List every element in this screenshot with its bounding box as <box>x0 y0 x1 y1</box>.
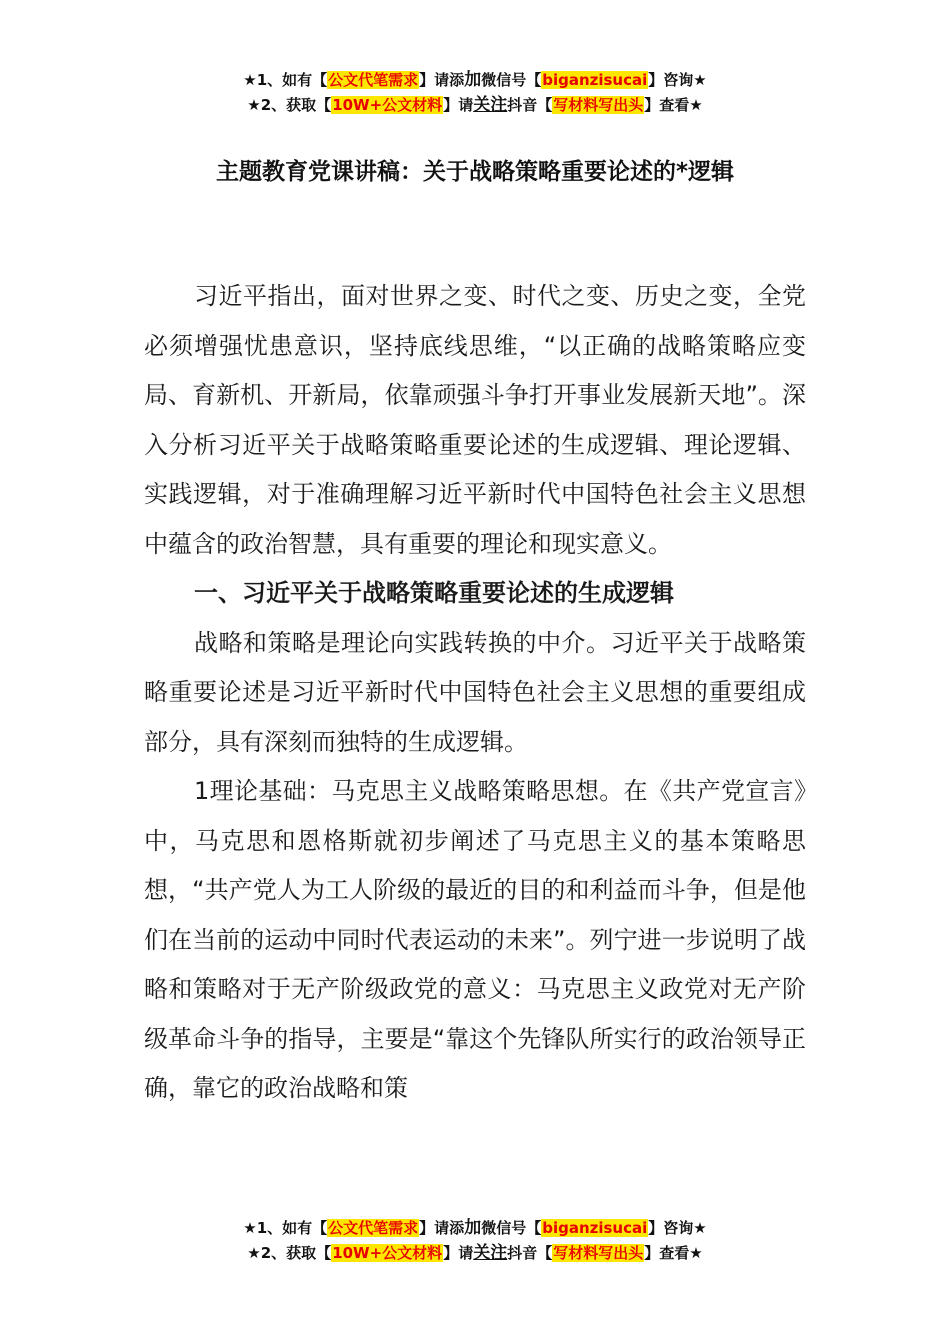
banner-highlight: 写材料写出头 <box>553 96 644 114</box>
banner-text: 】查看★ <box>644 96 703 114</box>
banner-text: 】咨询★ <box>648 71 707 89</box>
banner-text: 抖音【 <box>507 96 553 114</box>
banner-highlight: biganzisucai <box>542 1219 648 1237</box>
paragraph-theory-basis: 1理论基础：马克思主义战略策略思想。在《共产党宣言》中，马克思和恩格斯就初步阐述了马克思主义的基本策略思想，“共产党人为工人阶级的最近的目的和利益而斗争，但是他们在当前的运动中同时代表运动的未来”。列宁进一步说明了战略和策略对于无产阶级政党的意义：马克思主义政党对无产阶级革命斗争的指导，主要是“靠这个先锋队所实行的政治领导正确，靠它的政治战略和策 <box>144 777 806 1102</box>
banner-text: ★1、如有【 <box>243 1219 328 1237</box>
banner-text: 关注 <box>473 95 508 115</box>
banner-line-2 <box>0 93 950 118</box>
paragraph-section-intro: 战略和策略是理论向实践转换的中介。习近平关于战略策略重要论述是习近平新时代中国特色社会主义思想的重要组成部分，具有深刻而独特的生成逻辑。 <box>144 628 806 756</box>
banner-text: 关注 <box>473 1243 508 1263</box>
banner-line-2 <box>0 1241 950 1266</box>
banner-text: 】请添 <box>419 71 465 89</box>
banner-text: 】请 <box>443 96 474 114</box>
banner-highlight: 10W+公文材料 <box>332 1244 443 1262</box>
banner-text: 抖音【 <box>507 1244 553 1262</box>
banner-line-1 <box>0 1216 950 1241</box>
banner-highlight: 10W+公文材料 <box>332 96 443 114</box>
banner-highlight: 公文代笔需求 <box>328 71 419 89</box>
banner-text: 】咨询★ <box>648 1219 707 1237</box>
banner-highlight: 写材料写出头 <box>553 1244 644 1262</box>
section-heading: 一、习近平关于战略策略重要论述的生成逻辑 <box>194 579 674 607</box>
bottom-banner <box>0 1216 950 1266</box>
banner-text: ★2、获取【 <box>247 96 332 114</box>
banner-text: 】请添 <box>419 1219 465 1237</box>
banner-text: ★2、获取【 <box>247 1244 332 1262</box>
banner-line-1 <box>0 68 950 93</box>
banner-highlight: 公文代笔需求 <box>328 1219 419 1237</box>
banner-text: 】查看★ <box>644 1244 703 1262</box>
banner-text: 】请 <box>443 1244 474 1262</box>
document-title: 主题教育党课讲稿：关于战略策略重要论述的*逻辑 <box>215 159 735 185</box>
banner-text: ★1、如有【 <box>243 71 328 89</box>
banner-text: 微信号【 <box>481 71 542 89</box>
banner-highlight: biganzisucai <box>542 71 648 89</box>
banner-text: 加 <box>464 70 482 90</box>
banner-text: 加 <box>464 1218 482 1238</box>
paragraph-intro: 习近平指出，面对世界之变、时代之变、历史之变，全党必须增强忧患意识，坚持底线思维，“以正确的战略策略应变局、育新机、开新局，依靠顽强斗争打开事业发展新天地”。深入分析习近平关于战略策略重要论述的生成逻辑、理论逻辑、实践逻辑，对于准确理解习近平新时代中国特色社会主义思想中蕴含的政治智慧，具有重要的理论和现实意义。 <box>144 282 806 558</box>
document-body <box>144 272 806 1114</box>
banner-text: 微信号【 <box>481 1219 542 1237</box>
top-banner <box>0 68 950 118</box>
